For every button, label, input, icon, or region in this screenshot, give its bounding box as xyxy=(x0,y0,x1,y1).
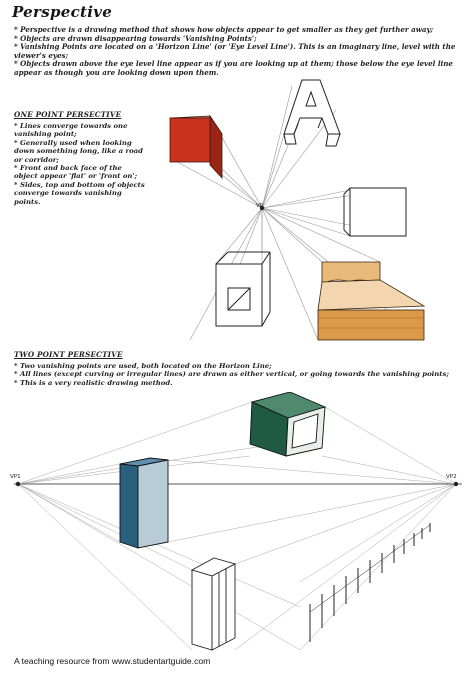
vp1-label: VP1 xyxy=(10,474,21,480)
two-point-illustration xyxy=(0,392,474,652)
one-point-item: * Front and back face of the object appear 'flat' or 'front on'; xyxy=(14,164,138,181)
intro-item: * Objects drawn above the eye level line appear as if you are looking up at them; those below the eye level line appear as though you are looking down upon them. xyxy=(14,59,453,77)
one-point-item: * Lines converge towards one vanishing point; xyxy=(14,122,128,139)
one-point-item: * Generally used when looking down something long, like a road or corridor; xyxy=(14,138,143,164)
two-point-item: * All lines (except curving or irregular lines) are drawn as either vertical, or going towards the vanishing points; xyxy=(14,370,449,379)
one-point-box-right xyxy=(344,188,406,236)
vanishing-point-1 xyxy=(16,482,20,486)
intro-item: * Perspective is a drawing method that shows how objects appear to get smaller as they get further away; xyxy=(14,25,434,34)
two-point-item: * Two vanishing points are used, both located on the Horizon Line; xyxy=(14,362,272,370)
two-point-guide-lines xyxy=(18,402,456,650)
vanishing-point-2 xyxy=(454,482,458,486)
two-point-heading: TWO POINT PERSECTIVE xyxy=(14,350,123,359)
vp2-label: VP2 xyxy=(446,474,457,480)
blue-cube xyxy=(120,458,168,548)
green-hollow-box xyxy=(250,392,325,456)
one-point-vp-label: VP xyxy=(256,203,264,209)
two-point-white-cube xyxy=(192,558,235,650)
red-cube xyxy=(170,116,222,178)
fence-posts xyxy=(310,523,430,642)
two-point-list xyxy=(14,362,466,387)
two-point-item: * This is a very realistic drawing method. xyxy=(14,378,173,387)
footer-credit: A teaching resource from www.studentartguide.com xyxy=(14,656,211,666)
intro-item: * Vanishing Points are located on a 'Horizon Line' (or 'Eye Level Line'). This is an imaginary line, level with the viewer's eyes; xyxy=(14,42,456,60)
intro-item: * Objects are drawn disappearing towards 'Vanishing Points'; xyxy=(14,33,257,43)
one-point-heading: ONE POINT PERSECTIVE xyxy=(14,110,122,119)
letter-a-block xyxy=(284,80,340,146)
one-point-item: * Sides, top and bottom of objects converge towards vanishing points. xyxy=(14,180,145,206)
page-title: Perspective xyxy=(12,3,113,21)
bed xyxy=(318,262,424,340)
